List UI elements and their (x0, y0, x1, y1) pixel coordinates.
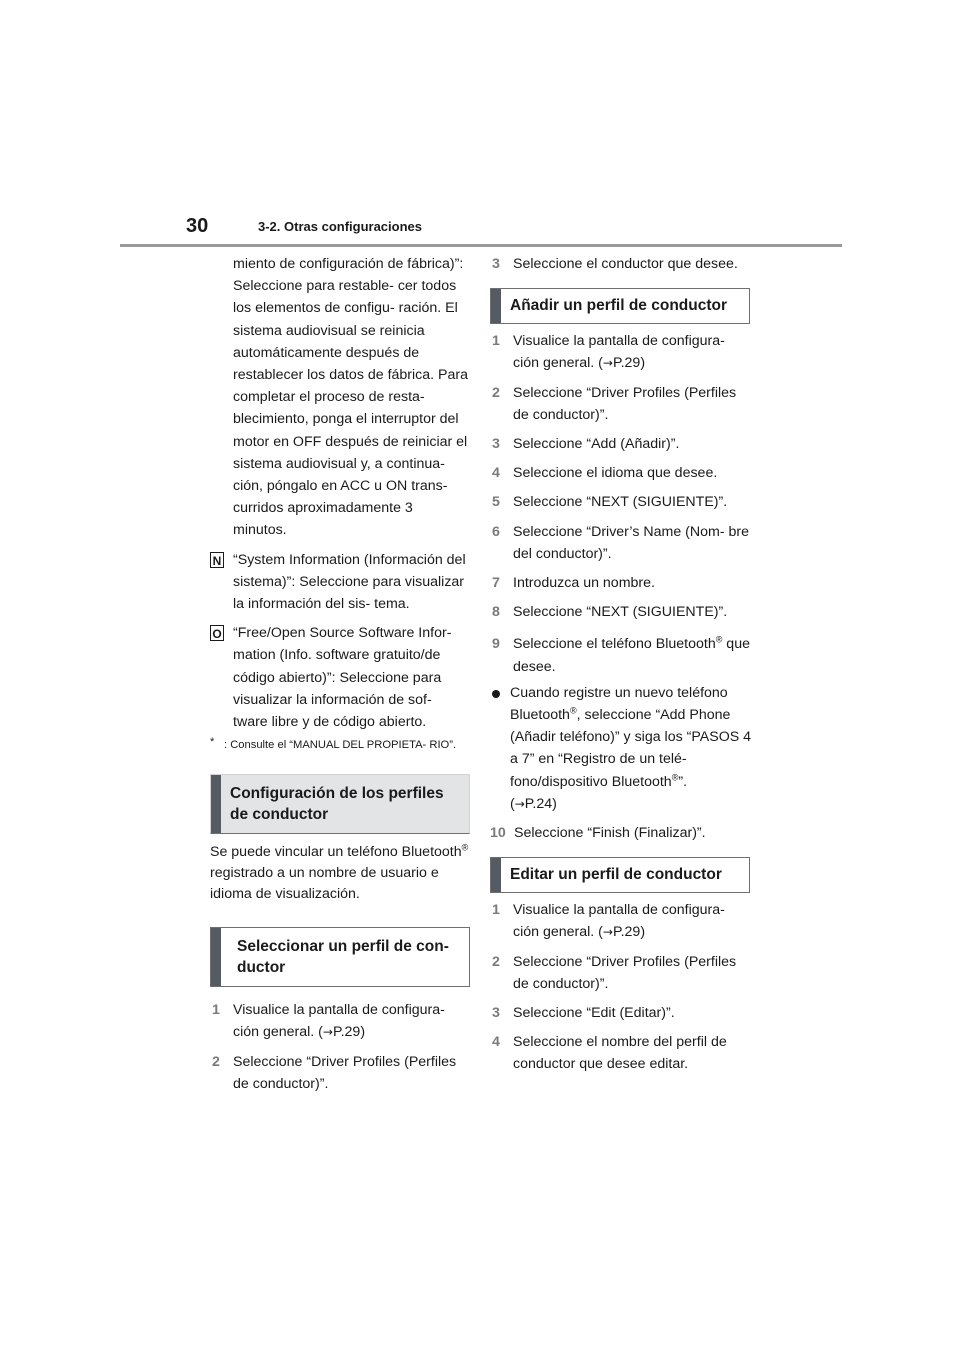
step-number: 4 (492, 465, 500, 482)
right-column (490, 253, 752, 1076)
note-text-2: , seleccione “Add Phone (Añadir teléfono)” y siga los “PASOS 4 a 7” en “Registro de un telé- fono/dispositivo Bluetooth (510, 707, 752, 790)
step-text: Seleccione “Edit (Editar)”. (513, 1005, 675, 1022)
step-text: Visualice la pantalla de configura- ción general. ( (513, 902, 725, 941)
step-number: 3 (492, 436, 500, 453)
page-ref-link[interactable]: P.29 (332, 1024, 361, 1041)
section-heading: Configuración de los perfiles de conductor (230, 785, 444, 824)
select-step-3 (490, 253, 752, 275)
arrow-right-icon: → (602, 925, 613, 940)
letter-o-icon: O (210, 625, 224, 641)
heading-bar (491, 858, 501, 892)
section-heading-box (210, 774, 470, 834)
registered-mark: ® (715, 634, 723, 645)
continued-paragraph: miento de configuración de fábrica)”: Seleccione para restable- cer todos los elementos de configu- ración. El sistema audiovisual se reinicia automáticamente después de restablecer los datos de fábrica. Para completar el proceso de resta- blecimiento, ponga el interruptor del motor en OFF después de reiniciar el sistema audiovisual y, a continua- ción, póngalo en ACC u ON trans- curridos aproximadamente 3 minutos. (233, 256, 469, 539)
add-heading: Añadir un perfil de conductor (510, 297, 728, 315)
intro-text-2: registrado a un nombre de usuario e idioma de visualización. (210, 865, 439, 903)
arrow-right-icon: → (322, 1025, 333, 1040)
ref-open: ( (510, 795, 515, 812)
footnote-text: : Consulte el “MANUAL DEL PROPIETA- RIO”. (224, 739, 457, 752)
step-text: Seleccione el teléfono Bluetooth (513, 636, 716, 653)
section-title: 3-2. Otras configuraciones (258, 219, 422, 234)
step-number: 3 (492, 256, 500, 272)
step-text: Visualice la pantalla de configura- ción general. ( (233, 1002, 445, 1041)
step-text: Seleccione “Driver’s Name (Nom- bre del conductor)”. (513, 523, 749, 562)
intro-paragraph (210, 842, 470, 905)
step-number: 9 (492, 636, 500, 653)
heading-bar (491, 289, 501, 323)
heading-bar (211, 928, 221, 986)
registered-mark: ® (461, 842, 469, 853)
edit-step-2 (490, 951, 752, 995)
arrow-right-icon: → (514, 796, 525, 811)
step-text: Introduzca un nombre. (513, 575, 655, 592)
page-number: 30 (186, 215, 209, 237)
step-text: Seleccione “Driver Profiles (Perfiles de conductor)”. (233, 1053, 457, 1092)
page-ref-link[interactable]: P.29 (612, 355, 641, 372)
add-step-2 (490, 382, 752, 426)
select-step-1 (210, 999, 470, 1043)
add-step-1 (490, 330, 752, 374)
step-text: Seleccione “Driver Profiles (Perfiles de conductor)”. (513, 384, 737, 423)
add-step-5 (490, 491, 752, 513)
step-text: Seleccione “Driver Profiles (Perfiles de conductor)”. (513, 953, 737, 992)
bullet-dot-icon (492, 690, 500, 698)
letter-n-icon: N (210, 552, 224, 568)
step-number: 7 (492, 575, 500, 592)
select-heading-box (210, 927, 470, 987)
step-text-end: ) (360, 1024, 366, 1041)
step-number: 4 (492, 1034, 500, 1051)
step-number: 1 (492, 333, 500, 350)
step-text-end: ) (640, 924, 646, 941)
add-step-3 (490, 433, 752, 455)
step-number: 2 (212, 1053, 220, 1070)
step-number: 2 (492, 953, 500, 970)
edit-step-3 (490, 1002, 752, 1024)
arrow-right-icon: → (602, 356, 613, 371)
item-n (210, 549, 470, 616)
item-o (210, 622, 470, 733)
step-text: Seleccione el conductor que desee. (513, 256, 738, 272)
item-o-text: “Free/Open Source Software Infor- mation (Info. software gratuito/de código abierto)”: Seleccione para visualizar la información de sof- tware libre y de código abierto. (233, 625, 452, 731)
step-number: 2 (492, 384, 500, 401)
edit-heading-box (490, 857, 750, 893)
footnote-mark: * (210, 736, 215, 749)
item-n-text: “System Information (Información del sistema)”: Seleccione para visualizar la información del sis- tema. (233, 551, 466, 613)
add-step-8 (490, 601, 752, 623)
heading-bar (211, 775, 221, 833)
select-heading: Seleccionar un perfil de con- ductor (237, 938, 449, 977)
left-column (210, 253, 470, 1095)
add-step-10 (490, 822, 752, 844)
ref-close: ) (552, 795, 557, 812)
add-step-6 (490, 521, 752, 565)
note-text-3: ”. (678, 773, 688, 790)
step-number: 1 (212, 1002, 220, 1019)
step-text: Seleccione “Add (Añadir)”. (513, 436, 680, 453)
footnote (210, 737, 470, 754)
step-number: 5 (492, 494, 500, 511)
step-text: Seleccione “NEXT (SIGUIENTE)”. (513, 494, 728, 511)
add-step-4 (490, 462, 752, 484)
step-number: 1 (492, 902, 500, 919)
step-number: 6 (492, 523, 500, 540)
edit-step-4 (490, 1031, 752, 1075)
step-number: 3 (492, 1005, 500, 1022)
page-ref-link[interactable]: P.24 (524, 795, 553, 812)
select-step-2 (210, 1051, 470, 1095)
add-step-9 (490, 633, 752, 677)
step-text: Visualice la pantalla de configura- ción general. ( (513, 333, 725, 372)
step-text: Seleccione el idioma que desee. (513, 465, 718, 482)
step-number: 10 (490, 825, 506, 842)
step-text-end: ) (640, 355, 646, 372)
step-text-end: que desee. (513, 636, 750, 675)
registered-mark: ® (569, 705, 577, 716)
step-text: Seleccione “NEXT (SIGUIENTE)”. (513, 604, 728, 621)
edit-heading: Editar un perfil de conductor (510, 866, 722, 884)
step-text: Seleccione “Finish (Finalizar)”. (514, 825, 706, 842)
intro-text-1: Se puede vincular un teléfono Bluetooth (210, 844, 462, 861)
step-text: Seleccione el nombre del perfil de conductor que desee editar. (513, 1034, 727, 1073)
note-text-1: Cuando registre un nuevo teléfono Bluetooth (510, 684, 728, 724)
add-step-7 (490, 572, 752, 594)
header-divider (120, 244, 842, 247)
edit-step-1 (490, 899, 752, 943)
add-heading-box (490, 288, 750, 324)
step-number: 8 (492, 604, 500, 621)
registered-mark: ® (671, 771, 679, 782)
page-ref-link[interactable]: P.29 (612, 924, 641, 941)
add-note-bullet (490, 682, 755, 815)
